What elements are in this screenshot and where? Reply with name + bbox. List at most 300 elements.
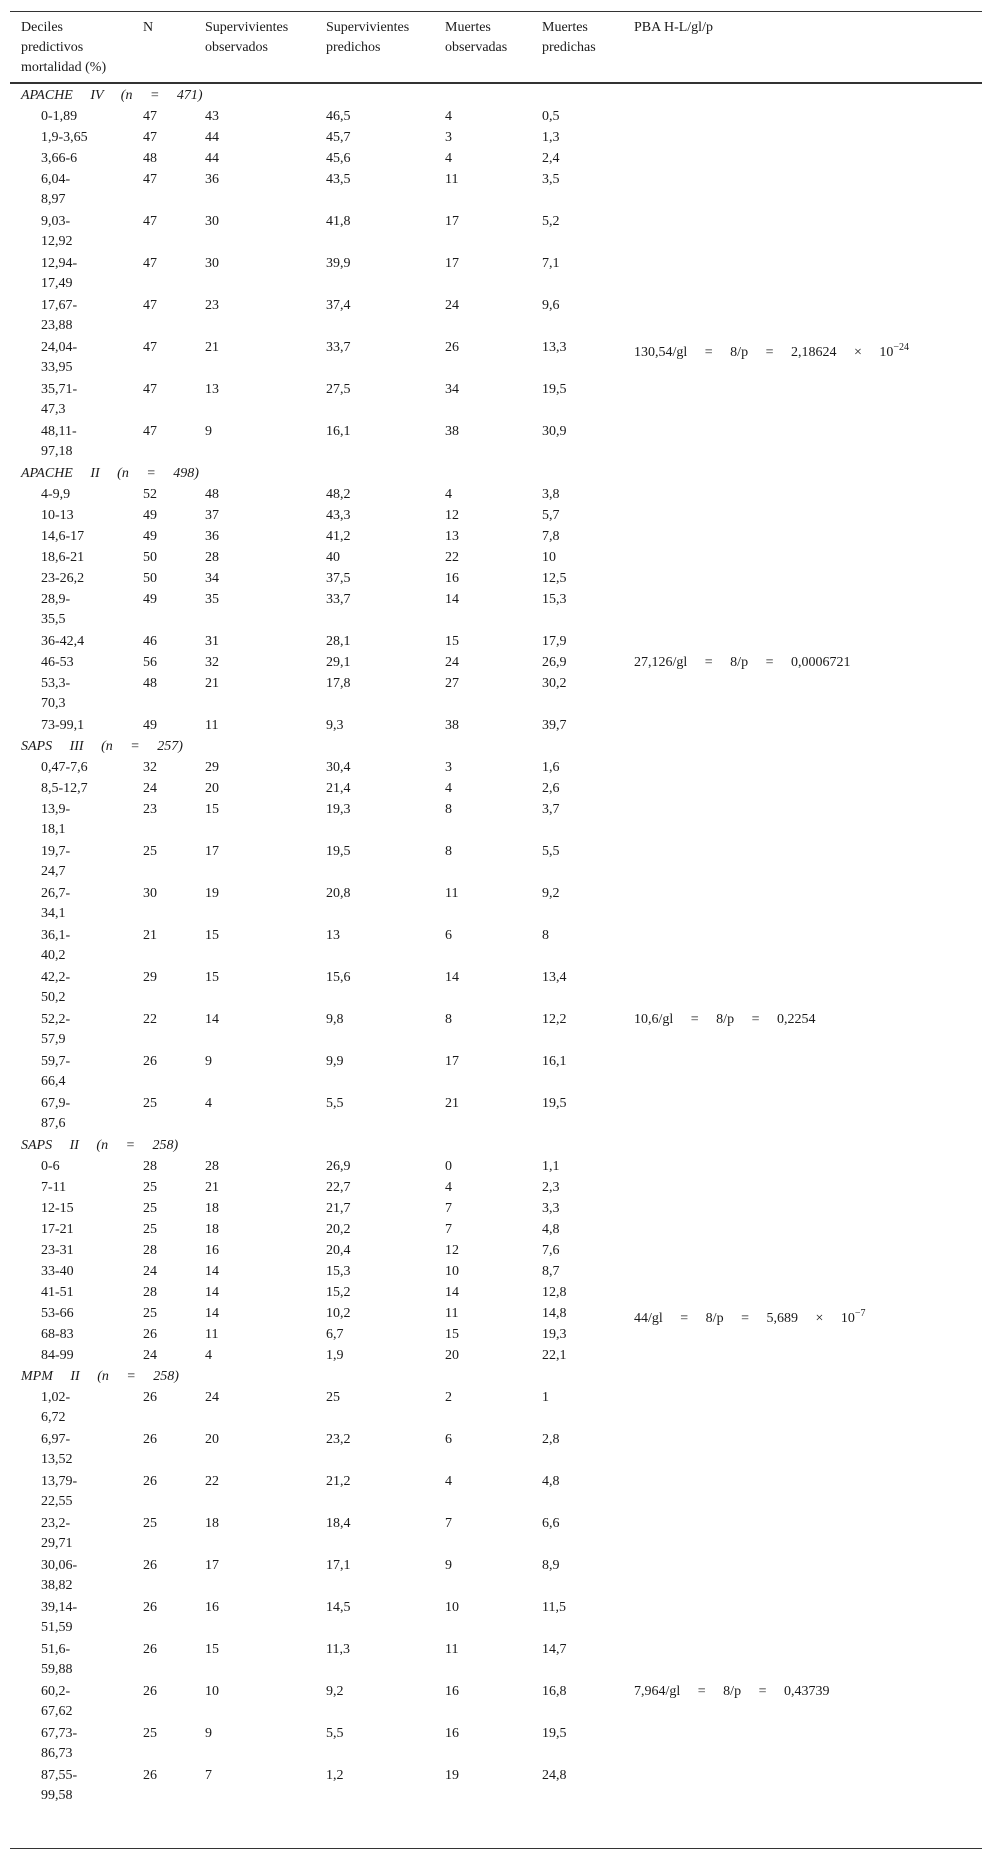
cell-n: 47 (143, 256, 157, 271)
cell-n: 30 (143, 886, 157, 901)
cell-survivors-observed: 18 (205, 1201, 219, 1216)
decile-range: 17,67- 23,88 (41, 298, 78, 333)
decile-range: 36,1- 40,2 (41, 928, 71, 963)
cell-survivors-predicted: 41,2 (326, 529, 351, 544)
decile-range: 4-9,9 (41, 487, 71, 502)
cell-survivors-predicted: 29,1 (326, 655, 351, 670)
cell-deaths-predicted: 16,8 (542, 1684, 567, 1699)
cell-deaths-observed: 12 (445, 508, 459, 523)
cell-n: 47 (143, 424, 157, 439)
decile-range: 3,66-6 (41, 151, 78, 166)
group-label: SAPS III (n = 257) (21, 739, 183, 754)
cell-survivors-predicted: 21,4 (326, 781, 351, 796)
cell-deaths-observed: 15 (445, 1327, 459, 1342)
cell-survivors-observed: 15 (205, 1642, 219, 1657)
cell-survivors-predicted: 18,4 (326, 1516, 351, 1531)
decile-range: 8,5-12,7 (41, 781, 88, 796)
cell-n: 47 (143, 298, 157, 313)
decile-range: 42,2- 50,2 (41, 970, 71, 1005)
cell-survivors-predicted: 45,6 (326, 151, 351, 166)
cell-survivors-predicted: 30,4 (326, 760, 351, 775)
cell-deaths-observed: 34 (445, 382, 459, 397)
cell-deaths-observed: 3 (445, 760, 452, 775)
decile-range: 0,47-7,6 (41, 760, 88, 775)
cell-survivors-predicted: 14,5 (326, 1600, 351, 1615)
cell-deaths-observed: 15 (445, 634, 459, 649)
table-bottom-rule (10, 1848, 982, 1849)
cell-survivors-predicted: 9,8 (326, 1012, 344, 1027)
cell-n: 26 (143, 1642, 157, 1657)
table-top-rule (10, 11, 982, 12)
cell-deaths-observed: 10 (445, 1264, 459, 1279)
cell-deaths-predicted: 19,5 (542, 1096, 567, 1111)
cell-deaths-observed: 7 (445, 1516, 452, 1531)
cell-deaths-predicted: 4,8 (542, 1222, 560, 1237)
cell-n: 48 (143, 151, 157, 166)
cell-n: 28 (143, 1159, 157, 1174)
decile-range: 59,7- 66,4 (41, 1054, 71, 1089)
cell-n: 46 (143, 634, 157, 649)
decile-range: 1,9-3,65 (41, 130, 88, 145)
cell-deaths-predicted: 7,8 (542, 529, 560, 544)
cell-survivors-predicted: 15,6 (326, 970, 351, 985)
cell-deaths-observed: 17 (445, 1054, 459, 1069)
cell-n: 50 (143, 571, 157, 586)
hl-value: 7,964/gl = 8/p = 0,43739 (634, 1684, 830, 1699)
cell-deaths-predicted: 24,8 (542, 1768, 567, 1783)
cell-survivors-observed: 4 (205, 1348, 212, 1363)
cell-deaths-observed: 11 (445, 172, 459, 187)
cell-deaths-observed: 14 (445, 592, 459, 607)
cell-survivors-predicted: 17,1 (326, 1558, 351, 1573)
cell-n: 28 (143, 1285, 157, 1300)
decile-range: 7-11 (41, 1180, 67, 1195)
cell-n: 25 (143, 1726, 157, 1741)
cell-deaths-observed: 14 (445, 1285, 459, 1300)
cell-survivors-predicted: 17,8 (326, 676, 351, 691)
decile-range: 0-6 (41, 1159, 60, 1174)
calibration-table (10, 0, 982, 1859)
header-deaths-observed: Muertes observadas (445, 20, 508, 55)
decile-range: 24,04- 33,95 (41, 340, 78, 375)
cell-survivors-observed: 15 (205, 802, 219, 817)
cell-survivors-predicted: 20,8 (326, 886, 351, 901)
cell-deaths-predicted: 9,6 (542, 298, 560, 313)
cell-n: 49 (143, 508, 157, 523)
cell-deaths-predicted: 2,8 (542, 1432, 560, 1447)
cell-survivors-observed: 14 (205, 1306, 219, 1321)
decile-range: 23-26,2 (41, 571, 85, 586)
cell-n: 25 (143, 1096, 157, 1111)
decile-range: 39,14- 51,59 (41, 1600, 78, 1635)
cell-deaths-predicted: 7,6 (542, 1243, 560, 1258)
cell-n: 50 (143, 550, 157, 565)
cell-deaths-predicted: 19,5 (542, 382, 567, 397)
decile-range: 28,9- 35,5 (41, 592, 71, 627)
cell-survivors-predicted: 20,4 (326, 1243, 351, 1258)
cell-n: 49 (143, 592, 157, 607)
cell-survivors-predicted: 6,7 (326, 1327, 344, 1342)
cell-survivors-predicted: 23,2 (326, 1432, 351, 1447)
cell-survivors-observed: 4 (205, 1096, 212, 1111)
cell-n: 47 (143, 109, 157, 124)
hl-value: 10,6/gl = 8/p = 0,2254 (634, 1012, 816, 1027)
cell-deaths-predicted: 8 (542, 928, 549, 943)
cell-survivors-observed: 21 (205, 1180, 219, 1195)
cell-deaths-observed: 11 (445, 886, 459, 901)
decile-range: 6,97- 13,52 (41, 1432, 73, 1467)
cell-deaths-predicted: 1,3 (542, 130, 560, 145)
cell-n: 26 (143, 1432, 157, 1447)
cell-n: 26 (143, 1768, 157, 1783)
decile-range: 13,79- 22,55 (41, 1474, 78, 1509)
cell-deaths-observed: 24 (445, 298, 459, 313)
cell-deaths-observed: 4 (445, 151, 452, 166)
cell-n: 24 (143, 1348, 157, 1363)
cell-n: 25 (143, 1201, 157, 1216)
cell-deaths-observed: 20 (445, 1348, 459, 1363)
decile-range: 84-99 (41, 1348, 74, 1363)
cell-survivors-predicted: 22,7 (326, 1180, 351, 1195)
cell-deaths-observed: 14 (445, 970, 459, 985)
cell-n: 49 (143, 529, 157, 544)
cell-deaths-observed: 16 (445, 571, 459, 586)
cell-n: 47 (143, 382, 157, 397)
cell-survivors-predicted: 40 (326, 550, 340, 565)
decile-range: 46-53 (41, 655, 74, 670)
cell-survivors-predicted: 5,5 (326, 1726, 344, 1741)
cell-survivors-predicted: 37,5 (326, 571, 351, 586)
cell-deaths-observed: 17 (445, 214, 459, 229)
decile-range: 60,2- 67,62 (41, 1684, 73, 1719)
group-label: APACHE II (n = 498) (21, 466, 199, 481)
cell-survivors-predicted: 1,9 (326, 1348, 344, 1363)
cell-survivors-predicted: 11,3 (326, 1642, 350, 1657)
cell-deaths-observed: 4 (445, 1180, 452, 1195)
cell-deaths-predicted: 30,2 (542, 676, 567, 691)
decile-range: 52,2- 57,9 (41, 1012, 71, 1047)
cell-deaths-predicted: 3,7 (542, 802, 560, 817)
decile-range: 6,04- 8,97 (41, 172, 71, 207)
header-survivors-predicted: Supervivientes predichos (326, 20, 410, 55)
cell-survivors-predicted: 19,3 (326, 802, 351, 817)
cell-deaths-predicted: 26,9 (542, 655, 567, 670)
cell-deaths-observed: 7 (445, 1201, 452, 1216)
cell-n: 25 (143, 1180, 157, 1195)
cell-deaths-predicted: 17,9 (542, 634, 567, 649)
cell-n: 24 (143, 781, 157, 796)
decile-range: 12-15 (41, 1201, 74, 1216)
cell-deaths-observed: 4 (445, 109, 452, 124)
cell-survivors-predicted: 43,3 (326, 508, 351, 523)
hl-value: 44/gl = 8/p = 5,689 × 10 (634, 1311, 855, 1326)
cell-survivors-observed: 31 (205, 634, 219, 649)
cell-deaths-predicted: 12,8 (542, 1285, 567, 1300)
cell-deaths-predicted: 3,8 (542, 487, 560, 502)
cell-deaths-predicted: 19,5 (542, 1726, 567, 1741)
decile-range: 26,7- 34,1 (41, 886, 71, 921)
decile-range: 53,3- 70,3 (41, 676, 71, 711)
cell-survivors-observed: 36 (205, 529, 219, 544)
decile-range: 51,6- 59,88 (41, 1642, 73, 1677)
cell-n: 26 (143, 1327, 157, 1342)
cell-deaths-observed: 19 (445, 1768, 459, 1783)
cell-n: 47 (143, 172, 157, 187)
hosmer-lemeshow-stat (634, 338, 909, 363)
cell-deaths-observed: 3 (445, 130, 452, 145)
cell-deaths-predicted: 6,6 (542, 1516, 560, 1531)
cell-survivors-predicted: 25 (326, 1390, 340, 1405)
cell-survivors-predicted: 19,5 (326, 844, 351, 859)
cell-deaths-predicted: 13,3 (542, 340, 567, 355)
group-label: SAPS II (n = 258) (21, 1138, 179, 1153)
decile-range: 10-13 (41, 508, 74, 523)
hl-value: 130,54/gl = 8/p = 2,18624 × 10 (634, 345, 894, 360)
cell-deaths-observed: 11 (445, 1306, 459, 1321)
cell-survivors-predicted: 37,4 (326, 298, 351, 313)
cell-survivors-observed: 19 (205, 886, 219, 901)
decile-range: 23,2- 29,71 (41, 1516, 73, 1551)
cell-deaths-observed: 12 (445, 1243, 459, 1258)
cell-n: 23 (143, 802, 157, 817)
cell-survivors-observed: 44 (205, 130, 219, 145)
cell-deaths-observed: 27 (445, 676, 459, 691)
cell-survivors-observed: 21 (205, 676, 219, 691)
cell-survivors-predicted: 28,1 (326, 634, 351, 649)
cell-survivors-predicted: 5,5 (326, 1096, 344, 1111)
cell-deaths-observed: 38 (445, 718, 459, 733)
cell-deaths-predicted: 2,4 (542, 151, 560, 166)
cell-deaths-predicted: 5,7 (542, 508, 560, 523)
cell-deaths-predicted: 0,5 (542, 109, 560, 124)
hosmer-lemeshow-stat (634, 653, 850, 673)
cell-survivors-observed: 18 (205, 1222, 219, 1237)
decile-range: 0-1,89 (41, 109, 78, 124)
cell-deaths-predicted: 2,6 (542, 781, 560, 796)
cell-survivors-observed: 14 (205, 1012, 219, 1027)
cell-deaths-predicted: 8,9 (542, 1558, 560, 1573)
cell-survivors-predicted: 26,9 (326, 1159, 351, 1174)
cell-n: 56 (143, 655, 157, 670)
cell-survivors-observed: 29 (205, 760, 219, 775)
cell-deaths-observed: 8 (445, 1012, 452, 1027)
decile-range: 14,6-17 (41, 529, 85, 544)
cell-n: 49 (143, 718, 157, 733)
cell-deaths-predicted: 8,7 (542, 1264, 560, 1279)
cell-n: 24 (143, 1264, 157, 1279)
cell-survivors-observed: 17 (205, 1558, 219, 1573)
cell-deaths-predicted: 10 (542, 550, 556, 565)
header-rule (10, 82, 982, 84)
cell-n: 26 (143, 1684, 157, 1699)
cell-deaths-predicted: 5,2 (542, 214, 560, 229)
decile-range: 68-83 (41, 1327, 74, 1342)
cell-n: 47 (143, 214, 157, 229)
decile-range: 18,6-21 (41, 550, 85, 565)
cell-deaths-observed: 17 (445, 256, 459, 271)
cell-survivors-observed: 35 (205, 592, 219, 607)
cell-survivors-predicted: 48,2 (326, 487, 351, 502)
decile-range: 13,9- 18,1 (41, 802, 71, 837)
cell-deaths-observed: 0 (445, 1159, 452, 1174)
cell-survivors-predicted: 43,5 (326, 172, 351, 187)
cell-survivors-predicted: 9,3 (326, 718, 344, 733)
cell-deaths-observed: 13 (445, 529, 459, 544)
cell-survivors-observed: 28 (205, 550, 219, 565)
cell-n: 22 (143, 1012, 157, 1027)
cell-survivors-predicted: 45,7 (326, 130, 351, 145)
cell-deaths-observed: 16 (445, 1684, 459, 1699)
cell-survivors-predicted: 10,2 (326, 1306, 351, 1321)
cell-n: 26 (143, 1474, 157, 1489)
decile-range: 73-99,1 (41, 718, 85, 733)
cell-deaths-predicted: 3,5 (542, 172, 560, 187)
cell-survivors-observed: 48 (205, 487, 219, 502)
cell-survivors-predicted: 33,7 (326, 340, 351, 355)
cell-deaths-predicted: 15,3 (542, 592, 567, 607)
cell-survivors-predicted: 39,9 (326, 256, 351, 271)
cell-survivors-predicted: 21,7 (326, 1201, 351, 1216)
cell-survivors-observed: 13 (205, 382, 219, 397)
hl-exponent: −7 (854, 1308, 866, 1319)
cell-survivors-observed: 11 (205, 718, 219, 733)
cell-deaths-predicted: 14,7 (542, 1642, 567, 1657)
cell-deaths-predicted: 1 (542, 1390, 549, 1405)
cell-n: 26 (143, 1390, 157, 1405)
cell-deaths-predicted: 11,5 (542, 1600, 566, 1615)
cell-deaths-observed: 7 (445, 1222, 452, 1237)
cell-deaths-predicted: 7,1 (542, 256, 560, 271)
cell-n: 47 (143, 340, 157, 355)
cell-survivors-observed: 24 (205, 1390, 219, 1405)
cell-survivors-observed: 34 (205, 571, 219, 586)
cell-deaths-predicted: 3,3 (542, 1201, 560, 1216)
cell-survivors-observed: 30 (205, 256, 219, 271)
cell-deaths-observed: 21 (445, 1096, 459, 1111)
cell-survivors-predicted: 46,5 (326, 109, 351, 124)
cell-survivors-predicted: 13 (326, 928, 340, 943)
decile-range: 33-40 (41, 1264, 74, 1279)
cell-deaths-observed: 6 (445, 928, 452, 943)
decile-range: 36-42,4 (41, 634, 85, 649)
cell-survivors-predicted: 16,1 (326, 424, 351, 439)
cell-survivors-predicted: 33,7 (326, 592, 351, 607)
cell-deaths-predicted: 30,9 (542, 424, 567, 439)
cell-survivors-observed: 15 (205, 928, 219, 943)
cell-survivors-observed: 36 (205, 172, 219, 187)
cell-survivors-observed: 7 (205, 1768, 212, 1783)
cell-survivors-observed: 22 (205, 1474, 219, 1489)
hosmer-lemeshow-stat (634, 1682, 829, 1702)
cell-n: 32 (143, 760, 157, 775)
hosmer-lemeshow-stat (634, 1010, 815, 1030)
decile-range: 67,9- 87,6 (41, 1096, 71, 1131)
group-label: APACHE IV (n = 471) (21, 88, 203, 103)
cell-survivors-observed: 16 (205, 1243, 219, 1258)
cell-deaths-observed: 8 (445, 802, 452, 817)
cell-survivors-predicted: 21,2 (326, 1474, 351, 1489)
cell-survivors-predicted: 9,2 (326, 1684, 344, 1699)
cell-deaths-observed: 24 (445, 655, 459, 670)
decile-range: 1,02- 6,72 (41, 1390, 71, 1425)
cell-survivors-observed: 28 (205, 1159, 219, 1174)
cell-n: 26 (143, 1600, 157, 1615)
cell-deaths-observed: 22 (445, 550, 459, 565)
cell-deaths-observed: 38 (445, 424, 459, 439)
cell-deaths-predicted: 14,8 (542, 1306, 567, 1321)
header-deciles: Deciles predictivos mortalidad (%) (21, 20, 107, 75)
cell-survivors-predicted: 27,5 (326, 382, 351, 397)
hl-exponent: −24 (893, 342, 909, 353)
cell-deaths-observed: 2 (445, 1390, 452, 1405)
decile-range: 41-51 (41, 1285, 74, 1300)
cell-deaths-predicted: 4,8 (542, 1474, 560, 1489)
header-survivors-observed: Supervivientes observados (205, 20, 289, 55)
cell-survivors-predicted: 1,2 (326, 1768, 344, 1783)
cell-survivors-observed: 14 (205, 1285, 219, 1300)
cell-survivors-observed: 17 (205, 844, 219, 859)
cell-survivors-observed: 23 (205, 298, 219, 313)
cell-deaths-predicted: 1,1 (542, 1159, 560, 1174)
cell-deaths-predicted: 12,5 (542, 571, 567, 586)
cell-survivors-observed: 18 (205, 1516, 219, 1531)
cell-deaths-observed: 4 (445, 781, 452, 796)
cell-deaths-predicted: 22,1 (542, 1348, 567, 1363)
decile-range: 30,06- 38,82 (41, 1558, 78, 1593)
cell-survivors-observed: 43 (205, 109, 219, 124)
cell-survivors-observed: 30 (205, 214, 219, 229)
cell-n: 21 (143, 928, 157, 943)
cell-survivors-observed: 32 (205, 655, 219, 670)
cell-survivors-observed: 21 (205, 340, 219, 355)
cell-deaths-predicted: 1,6 (542, 760, 560, 775)
cell-deaths-predicted: 13,4 (542, 970, 567, 985)
hosmer-lemeshow-stat (634, 1304, 866, 1329)
cell-survivors-observed: 37 (205, 508, 219, 523)
cell-n: 25 (143, 1222, 157, 1237)
cell-n: 26 (143, 1558, 157, 1573)
decile-range: 87,55- 99,58 (41, 1768, 78, 1803)
cell-deaths-observed: 16 (445, 1726, 459, 1741)
cell-survivors-predicted: 41,8 (326, 214, 351, 229)
decile-range: 9,03- 12,92 (41, 214, 73, 249)
cell-deaths-observed: 9 (445, 1558, 452, 1573)
cell-survivors-observed: 15 (205, 970, 219, 985)
decile-range: 35,71- 47,3 (41, 382, 78, 417)
cell-n: 25 (143, 1516, 157, 1531)
decile-range: 67,73- 86,73 (41, 1726, 78, 1761)
cell-survivors-observed: 9 (205, 1054, 212, 1069)
cell-survivors-predicted: 15,3 (326, 1264, 351, 1279)
cell-survivors-observed: 14 (205, 1264, 219, 1279)
decile-range: 17-21 (41, 1222, 74, 1237)
cell-n: 25 (143, 1306, 157, 1321)
cell-deaths-predicted: 16,1 (542, 1054, 567, 1069)
cell-n: 29 (143, 970, 157, 985)
cell-deaths-predicted: 9,2 (542, 886, 560, 901)
cell-survivors-observed: 16 (205, 1600, 219, 1615)
decile-range: 12,94- 17,49 (41, 256, 78, 291)
cell-deaths-predicted: 12,2 (542, 1012, 567, 1027)
cell-n: 25 (143, 844, 157, 859)
cell-survivors-observed: 11 (205, 1327, 219, 1342)
header-n: N (143, 20, 154, 35)
cell-deaths-predicted: 39,7 (542, 718, 567, 733)
cell-survivors-observed: 20 (205, 1432, 219, 1447)
decile-range: 23-31 (41, 1243, 74, 1258)
cell-deaths-observed: 11 (445, 1642, 459, 1657)
decile-range: 53-66 (41, 1306, 74, 1321)
